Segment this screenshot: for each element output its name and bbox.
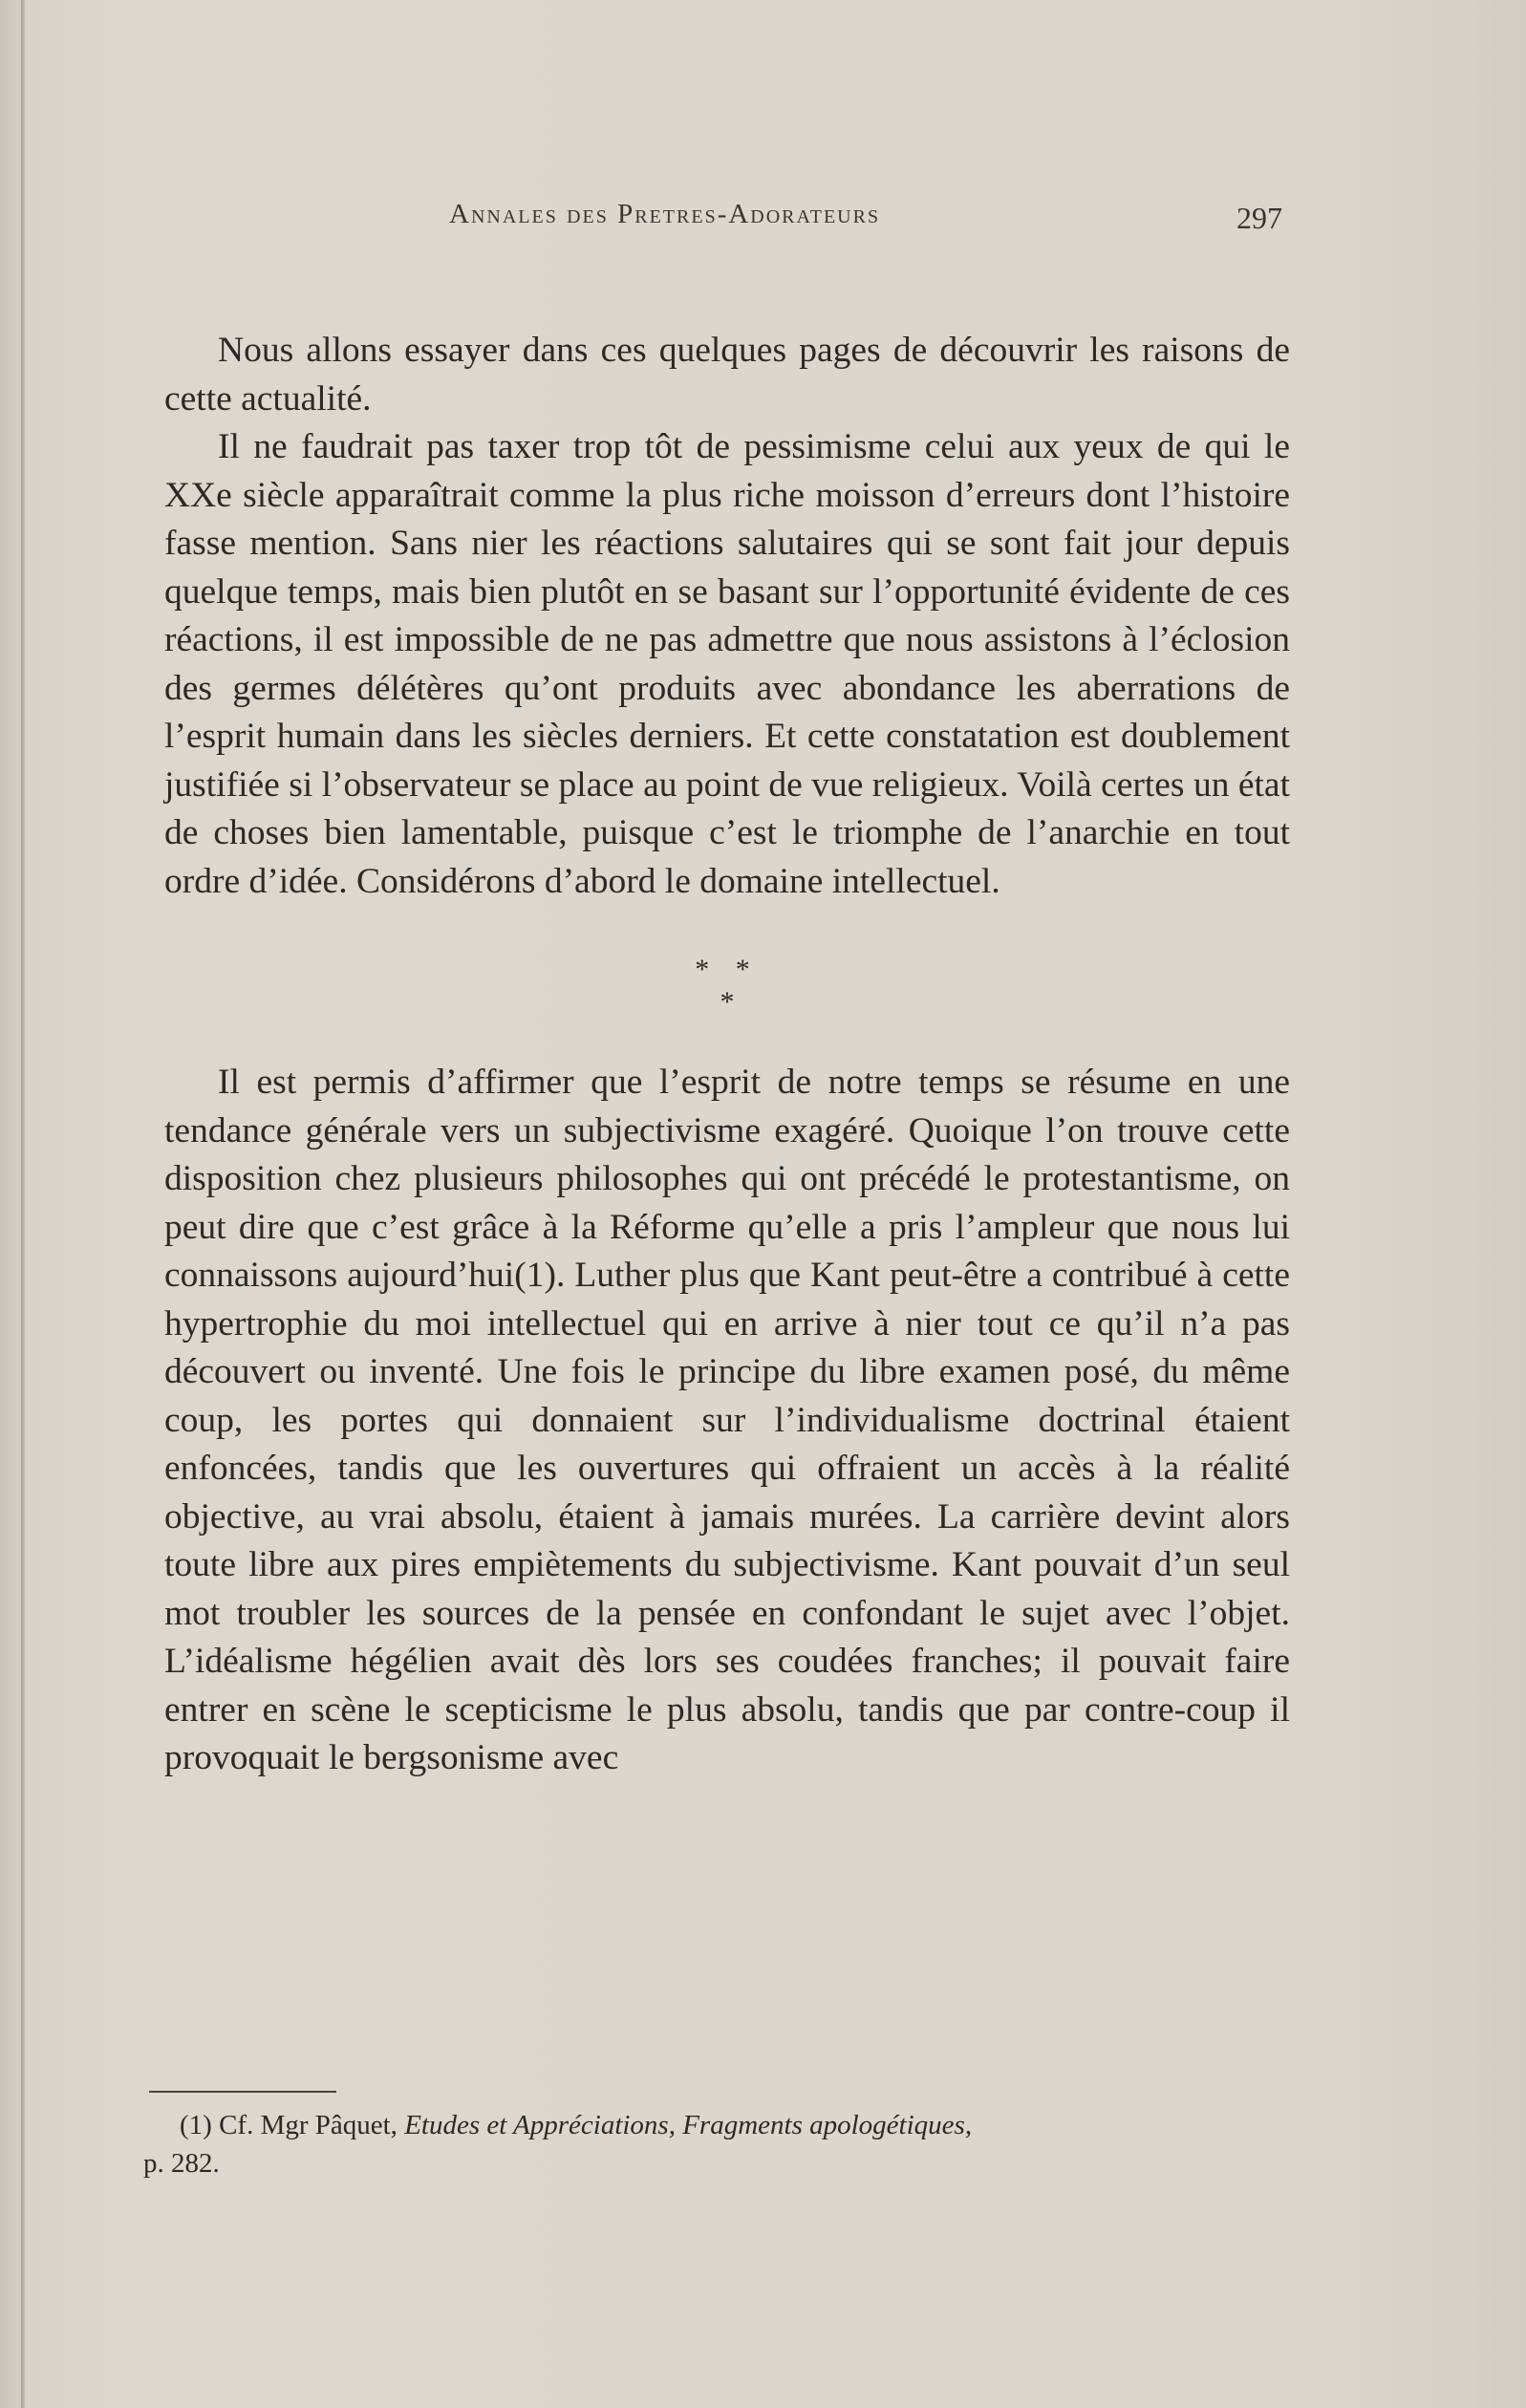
body-text — [164, 327, 1290, 1783]
footnote-title: Etudes et Appréciations, Fragments apologétiques, — [404, 2110, 973, 2140]
running-title: Annales des Pretres-Adorateurs — [449, 199, 881, 229]
footnote-text — [143, 2106, 1280, 2144]
paragraph-2: Il ne faudrait pas taxer trop tôt de pessimisme celui aux yeux de qui le XXe siècle apparaîtrait comme la plus riche moisson d’erreurs dont l’histoire fasse mention. Sans nier les réactions salutaires qui se sont fait jour depuis quelque temps, mais bien plutôt en se basant sur l’opportunité évidente de ces réactions, il est impossible de ne pas admettre que nous assistons à l’éclosion des germes délétères qu’ont produits avec abondance les aberrations de l’esprit humain dans les siècles derniers. Et cette constatation est doublement justifiée si l’observateur se place au point de vue religieux. Voilà certes un état de choses bien lamentable, puisque c’est le triomphe de l’anarchie en tout ordre d’idée. Considérons d’abord le domaine intellectuel. — [164, 427, 1290, 901]
paragraph-3: Il est permis d’affirmer que l’esprit de notre temps se résume en une tendance générale vers un subjectivisme exagéré. Quoique l’on trouve cette disposition chez plusieurs philosophes qui ont précédé le protestantisme, on peut dire que c’est grâce à la Réforme qu’elle a pris l’ampleur que nous lui connaissons aujourd’hui(1). Luther plus que Kant peut-être a contribué à cette hypertrophie du moi intellectuel qui en arrive à nier tout ce qu’il n’a pas découvert ou inventé. Une fois le principe du libre examen posé, du même coup, les portes qui donnaient sur l’individualisme doctrinal étaient enfoncées, tandis que les ouvertures qui offraient un accès à la réalité objective, au vrai absolu, étaient à jamais murées. La carrière devint alors toute libre aux pires empiètements du subjectivisme. Kant pouvait d’un seul mot troubler les sources de la pensée en confondant le sujet avec l’objet. L’idéalisme hégélien avait dès lors ses coudées franches; il pouvait faire entrer en scène le scepticisme le plus absolu, tandis que par contre-coup il provoquait le bergsonisme avec — [164, 1063, 1290, 1777]
section-separator — [164, 906, 1290, 1059]
page-number: 297 — [1236, 201, 1282, 235]
footnote-marker: (1) Cf. Mgr Pâquet, — [180, 2110, 398, 2140]
footnote-page: p. 282. — [143, 2148, 220, 2179]
footnote — [143, 2106, 1280, 2182]
footnote-rule — [149, 2091, 336, 2093]
page-gutter-edge — [21, 0, 25, 2408]
separator-stars-top: * * — [695, 954, 760, 985]
separator-stars-bottom: * — [720, 986, 735, 1018]
paragraph-1: Nous allons essayer dans ces quelques pages de découvrir les raisons de cette actualité. — [164, 331, 1290, 419]
